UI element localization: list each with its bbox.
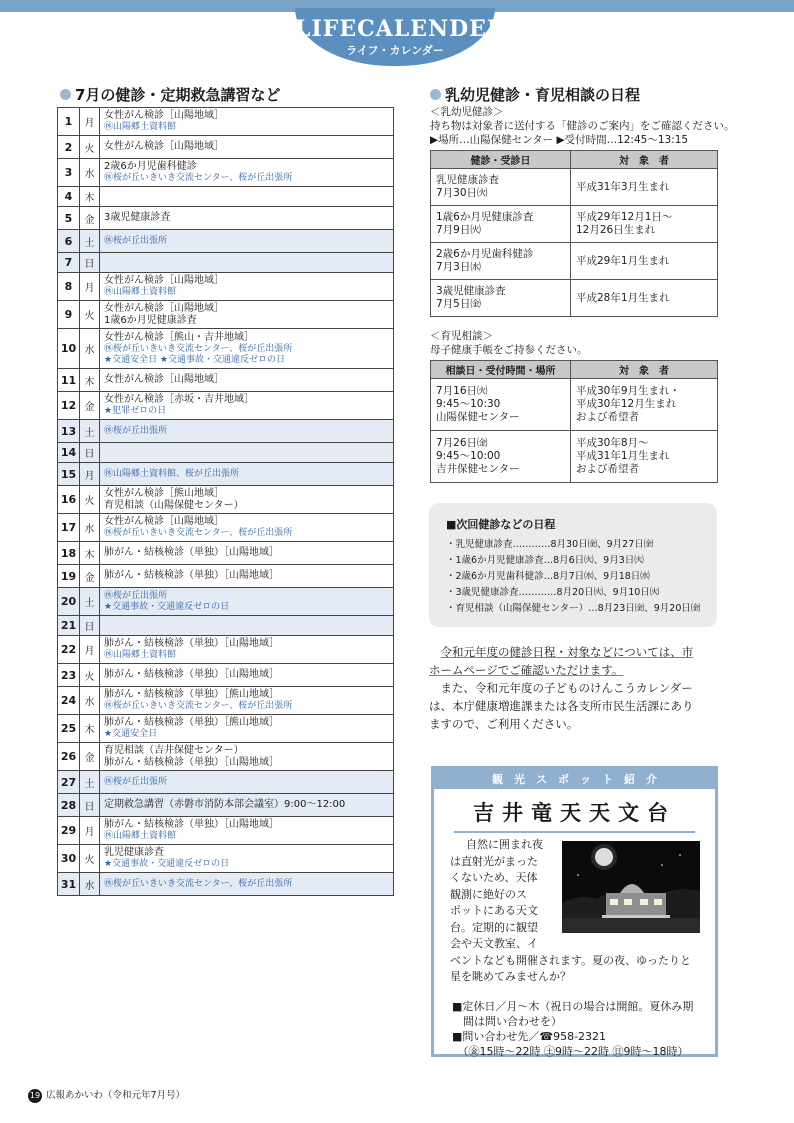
- target-line: および希望者: [576, 463, 639, 475]
- closure-or-notice: ★交通事故・交通違反ゼロの日: [104, 601, 230, 612]
- calendar-day: 13: [58, 420, 80, 443]
- infant-row: [431, 206, 718, 243]
- header-subtitle: ライフ・カレンダー: [346, 44, 444, 57]
- calendar-row: [58, 159, 394, 187]
- event-text: 女性がん検診［山陽地域］: [104, 302, 224, 314]
- calendar-day: 15: [58, 463, 80, 486]
- closure-or-notice: ㊡桜が丘出張所: [104, 776, 168, 787]
- infant-row: [431, 280, 718, 317]
- event-text: 3歳児健康診査: [104, 212, 171, 223]
- band-char: 光: [514, 773, 525, 786]
- consult-info-line: 7月16日㈫: [436, 385, 488, 397]
- calendar-weekday: 月: [80, 817, 100, 845]
- spot-title: 吉井竜天天文台: [473, 801, 676, 825]
- calendar-weekday: 木: [80, 542, 100, 565]
- header-tab: [295, 8, 507, 66]
- calendar-day: 17: [58, 514, 80, 542]
- infant-cell-date: [431, 280, 571, 317]
- calendar-row: [58, 873, 394, 896]
- closure-or-notice: ㊡桜が丘出張所: [104, 425, 168, 436]
- calendar-day: 7: [58, 253, 80, 273]
- consult-cell-info: [431, 379, 571, 431]
- closure-or-notice: ★犯罪ゼロの日: [104, 406, 167, 416]
- spot-description-line: 観測に絶好のス: [450, 887, 527, 901]
- calendar-weekday: 日: [80, 794, 100, 817]
- calendar-table: [57, 107, 394, 896]
- band-char: 観: [492, 773, 503, 786]
- calendar-row: [58, 230, 394, 253]
- calendar-day: 16: [58, 486, 80, 514]
- calendar-weekday: 金: [80, 743, 100, 771]
- calendar-events: [100, 230, 394, 253]
- infant-place-time: ▶場所…山陽保健センター ▶受付時間…12:45～13:15: [430, 134, 689, 146]
- closure-or-notice: ㊡桜が丘いきいき交流センター、桜が丘出張所: [104, 701, 293, 711]
- calendar-row: [58, 794, 394, 817]
- calendar-events: [100, 588, 394, 616]
- closure-or-notice: ㊡山陽郷土資料館: [104, 650, 177, 660]
- schedule-item: ・3歳児健康診査…………8月20日㈫、9月10日㈫: [446, 587, 660, 598]
- calendar-row: [58, 329, 394, 369]
- calendar-events: [100, 392, 394, 420]
- calendar-row: [58, 636, 394, 664]
- homepage-note-line2: ホームページでご確認いただけます。: [429, 663, 624, 677]
- calendar-weekday: 水: [80, 687, 100, 715]
- tourist-spot-box: [431, 766, 718, 1057]
- calendar-weekday: 火: [80, 136, 100, 159]
- calendar-row: [58, 443, 394, 463]
- right-section-heading: 乳幼児健診・育児相談の日程: [430, 84, 640, 105]
- spot-description: [450, 837, 691, 986]
- calendar-day: 14: [58, 443, 80, 463]
- exam-date: 7月30日㈫: [436, 187, 488, 199]
- calendar-day: 9: [58, 301, 80, 329]
- event-text: 肺がん・結核検診（単独）［山陽地域］: [104, 669, 279, 680]
- calendar-weekday: 火: [80, 301, 100, 329]
- infant-cell-date: [431, 243, 571, 280]
- calendar-events: [100, 329, 394, 369]
- calendar-day: 6: [58, 230, 80, 253]
- consult-label: ＜育児相談＞: [430, 330, 493, 342]
- calendar-events: [100, 369, 394, 392]
- calendar-events: [100, 253, 394, 273]
- consult-header-info: 相談日・受付時間・場所: [431, 361, 571, 379]
- exam-name: 乳児健康診査: [436, 174, 499, 186]
- closure-or-notice: ㊡山陽郷土資料館: [104, 122, 177, 132]
- calendar-events: [100, 565, 394, 588]
- closure-or-notice: ★交通事故・交通違反ゼロの日: [104, 859, 230, 869]
- bullet-icon: [60, 89, 71, 100]
- calendar-weekday: 水: [80, 873, 100, 896]
- header-title: LIFECALENDER: [295, 16, 507, 42]
- calendar-row: [58, 108, 394, 136]
- calendar-weekday: 火: [80, 664, 100, 687]
- schedule-item: ・乳児健康診査…………8月30日㈮、9月27日㈮: [446, 539, 654, 550]
- calendar-events: [100, 687, 394, 715]
- schedule-item: ・1歳6か月児健康診査…8月6日㈫、9月3日㈫: [446, 555, 644, 566]
- exam-name: 3歳児健康診査: [436, 285, 506, 297]
- target-line: 平成29年12月1日～: [576, 211, 673, 223]
- calendar-row: [58, 420, 394, 443]
- infant-cell-date: [431, 206, 571, 243]
- consult-row: [431, 379, 718, 431]
- calendar-day: 8: [58, 273, 80, 301]
- calendar-row: [58, 392, 394, 420]
- calendar-note-line2: は、本庁健康増進課または各支所市民生活課にあり: [429, 699, 694, 713]
- target-line: 平成31年3月生まれ: [576, 180, 670, 193]
- calendar-day: 19: [58, 565, 80, 588]
- event-text: 肺がん・結核検診（単独）［山陽地域］: [104, 570, 279, 581]
- exam-date: 7月9日㈫: [436, 224, 481, 236]
- calendar-row: [58, 743, 394, 771]
- next-schedule-box: [429, 503, 717, 627]
- calendar-weekday: 月: [80, 273, 100, 301]
- calendar-row: [58, 463, 394, 486]
- closure-or-notice: ㊡山陽郷土資料館: [104, 287, 177, 297]
- calendar-events: [100, 187, 394, 207]
- calendar-weekday: 金: [80, 565, 100, 588]
- calendar-day: 5: [58, 207, 80, 230]
- calendar-events: [100, 715, 394, 743]
- calendar-day: 21: [58, 616, 80, 636]
- calendar-events: [100, 443, 394, 463]
- calendar-weekday: 木: [80, 715, 100, 743]
- band-char: 紹: [624, 773, 635, 786]
- calendar-row: [58, 771, 394, 794]
- spot-description-line: は直射光がまった: [450, 854, 538, 868]
- event-text: 女性がん検診［熊山・吉井地域］: [104, 331, 254, 343]
- calendar-day: 11: [58, 369, 80, 392]
- event-text: 女性がん検診［山陽地域］: [104, 275, 224, 286]
- spot-info-line: （㊎15時～22時 ㊏9時～22時 ㊐9時～18時）: [452, 1045, 689, 1058]
- calendar-events: [100, 636, 394, 664]
- closure-or-notice: ㊡桜が丘いきいき交流センター、桜が丘出張所: [104, 878, 293, 889]
- spot-description-line: 台。定期的に観望: [450, 920, 538, 934]
- calendar-weekday: 火: [80, 845, 100, 873]
- calendar-row: [58, 565, 394, 588]
- target-line: 平成30年9月生まれ・: [576, 385, 681, 397]
- calendar-weekday: 土: [80, 588, 100, 616]
- event-text: 肺がん・結核検診（単独）［山陽地域］: [104, 547, 279, 558]
- target-line: 12月26日生まれ: [576, 224, 656, 236]
- spot-description-line: ポットにある天文: [450, 904, 538, 917]
- spot-info: [452, 999, 693, 1059]
- calendar-row: [58, 486, 394, 514]
- calendar-row: [58, 542, 394, 565]
- publication-name: 広報あかいわ（令和元年7月号）: [46, 1090, 186, 1101]
- event-text: 1歳6か月児健康診査: [104, 314, 197, 326]
- infant-cell-target: [571, 206, 718, 243]
- band-char: ト: [602, 773, 613, 786]
- calendar-day: 18: [58, 542, 80, 565]
- calendar-weekday: 月: [80, 636, 100, 664]
- calendar-events: [100, 873, 394, 896]
- spot-description-line: ベントなども開催されます。夏の夜、ゆったりと: [450, 953, 692, 967]
- closure-or-notice: ㊡桜が丘いきいき交流センター、桜が丘出張所: [104, 343, 293, 354]
- calendar-weekday: 水: [80, 514, 100, 542]
- calendar-row: [58, 715, 394, 743]
- event-text: 女性がん検診［山陽地域］: [104, 374, 224, 385]
- schedule-item: ・2歳6か月児歯科健診…8月7日㈬、9月18日㈬: [446, 571, 650, 582]
- footer: [28, 1087, 185, 1103]
- left-section-heading: 7月の健診・定期救急講習など: [60, 84, 280, 105]
- calendar-events: [100, 136, 394, 159]
- calendar-weekday: 土: [80, 420, 100, 443]
- spot-description-line: 星を眺めてみませんか？: [450, 970, 571, 983]
- page-number: 19: [28, 1089, 42, 1103]
- infant-cell-target: [571, 243, 718, 280]
- event-text: 定期救急講習（赤磐市消防本部会議室）9:00～12:00: [104, 799, 346, 810]
- homepage-note-line1: 令和元年度の健診日程・対象などについては、市: [440, 645, 694, 659]
- calendar-weekday: 金: [80, 392, 100, 420]
- exam-name: 2歳6か月児歯科健診: [436, 248, 534, 260]
- event-text: 女性がん検診［山陽地域］: [104, 516, 224, 527]
- calendar-day: 1: [58, 108, 80, 136]
- event-text: 女性がん検診［山陽地域］: [104, 141, 224, 152]
- calendar-row: [58, 514, 394, 542]
- calendar-day: 31: [58, 873, 80, 896]
- calendar-day: 26: [58, 743, 80, 771]
- schedule-item: ・育児相談（山陽保健センター）…8月23日㈮、9月20日㈮: [446, 603, 701, 614]
- consult-cell-target: [571, 431, 718, 483]
- band-char: ス: [536, 773, 547, 786]
- target-line: 平成29年1月生まれ: [576, 254, 670, 267]
- calendar-events: [100, 616, 394, 636]
- calendar-events: [100, 817, 394, 845]
- calendar-events: [100, 664, 394, 687]
- infant-row: [431, 169, 718, 206]
- calendar-weekday: 日: [80, 616, 100, 636]
- calendar-events: [100, 463, 394, 486]
- calendar-day: 30: [58, 845, 80, 873]
- calendar-weekday: 木: [80, 187, 100, 207]
- calendar-day: 2: [58, 136, 80, 159]
- calendar-day: 12: [58, 392, 80, 420]
- calendar-day: 28: [58, 794, 80, 817]
- calendar-row: [58, 845, 394, 873]
- calendar-row: [58, 273, 394, 301]
- event-text: 女性がん検診［赤坂・吉井地域］: [104, 394, 254, 405]
- calendar-row: [58, 253, 394, 273]
- calendar-row: [58, 207, 394, 230]
- infant-cell-date: [431, 169, 571, 206]
- band-char: 介: [646, 773, 657, 786]
- next-schedule-title: ■次回健診などの日程: [446, 518, 556, 531]
- calendar-events: [100, 794, 394, 817]
- closure-or-notice: ★交通安全日: [104, 729, 158, 739]
- bullet-icon: [430, 89, 441, 100]
- target-line: 平成30年12月生まれ: [576, 398, 677, 410]
- infant-cell-target: [571, 169, 718, 206]
- exam-date: 7月3日㈬: [436, 261, 481, 273]
- band-char: ッ: [580, 773, 591, 786]
- calendar-weekday: 火: [80, 486, 100, 514]
- infant-label: ＜乳幼児健診＞: [430, 106, 504, 118]
- calendar-weekday: 木: [80, 369, 100, 392]
- infant-header-date: 健診・受診日: [431, 151, 571, 169]
- exam-name: 1歳6か月児健康診査: [436, 211, 534, 223]
- calendar-weekday: 水: [80, 159, 100, 187]
- calendar-row: [58, 369, 394, 392]
- calendar-row: [58, 616, 394, 636]
- consult-info-line: 山陽保健センター: [436, 411, 520, 423]
- calendar-row: [58, 301, 394, 329]
- calendar-day: 20: [58, 588, 80, 616]
- spot-info-line: 間は問い合わせを）: [452, 1015, 562, 1028]
- consult-table: [430, 360, 718, 483]
- consult-cell-target: [571, 379, 718, 431]
- calendar-row: [58, 588, 394, 616]
- event-text: 肺がん・結核検診（単独）［山陽地域］: [104, 819, 279, 830]
- event-text: 女性がん検診［山陽地域］: [104, 110, 224, 121]
- calendar-events: [100, 301, 394, 329]
- consult-info-line: 9:45～10:30: [436, 398, 501, 410]
- calendar-events: [100, 514, 394, 542]
- calendar-weekday: 土: [80, 230, 100, 253]
- infant-cell-target: [571, 280, 718, 317]
- calendar-weekday: 月: [80, 463, 100, 486]
- event-text: 2歳6か月児歯科健診: [104, 161, 197, 172]
- calendar-events: [100, 845, 394, 873]
- calendar-weekday: 日: [80, 253, 100, 273]
- infant-header-target: 対 象 者: [571, 151, 718, 169]
- calendar-events: [100, 273, 394, 301]
- title-underline: [454, 831, 695, 833]
- event-text: 肺がん・結核検診（単独）［山陽地域］: [104, 638, 279, 649]
- event-text: 女性がん検診［熊山地域］: [104, 487, 224, 499]
- calendar-events: [100, 207, 394, 230]
- spot-description-line: 自然に囲まれ夜: [466, 838, 543, 851]
- closure-or-notice: ㊡桜が丘いきいき交流センター、桜が丘出張所: [104, 528, 293, 538]
- closure-or-notice: ㊡桜が丘いきいき交流センター、桜が丘出張所: [104, 173, 293, 183]
- spot-info-line: ■定休日／月～木（祝日の場合は開館。夏休み期: [452, 1000, 694, 1013]
- calendar-day: 10: [58, 329, 80, 369]
- calendar-weekday: 水: [80, 329, 100, 369]
- event-text: 肺がん・結核検診（単独）［山陽地域］: [104, 756, 279, 768]
- event-text: 肺がん・結核検診（単独）［熊山地域］: [104, 689, 279, 700]
- consult-cell-info: [431, 431, 571, 483]
- infant-table: [430, 150, 718, 317]
- consult-row: [431, 431, 718, 483]
- event-text: 育児相談（山陽保健センター）: [104, 499, 244, 511]
- calendar-row: [58, 817, 394, 845]
- event-text: 育児相談（吉井保健センター）: [104, 744, 244, 756]
- consult-info-line: 吉井保健センター: [436, 463, 520, 475]
- exam-date: 7月5日㈮: [436, 298, 481, 310]
- spot-info-line: ■問い合わせ先／☎958-2321: [452, 1030, 607, 1043]
- infant-row: [431, 243, 718, 280]
- target-line: および希望者: [576, 411, 639, 423]
- calendar-events: [100, 486, 394, 514]
- closure-or-notice: ㊡桜が丘出張所: [104, 235, 168, 246]
- calendar-row: [58, 664, 394, 687]
- closure-or-notice: ㊡桜が丘出張所: [104, 590, 168, 601]
- target-line: 平成28年1月生まれ: [576, 291, 670, 304]
- calendar-day: 29: [58, 817, 80, 845]
- calendar-day: 24: [58, 687, 80, 715]
- target-line: 平成30年8月～: [576, 437, 649, 449]
- closure-or-notice: ㊡山陽郷土資料館、桜が丘出張所: [104, 468, 240, 479]
- calendar-row: [58, 136, 394, 159]
- spot-description-line: くないため、天体: [450, 871, 538, 884]
- calendar-weekday: 土: [80, 771, 100, 794]
- band-char: ポ: [558, 773, 569, 786]
- consult-note: 母子健康手帳をご持参ください。: [430, 344, 588, 356]
- calendar-day: 22: [58, 636, 80, 664]
- calendar-events: [100, 159, 394, 187]
- infant-note: 持ち物は対象者に送付する「健診のご案内」をご確認ください。: [430, 120, 735, 132]
- calendar-day: 27: [58, 771, 80, 794]
- calendar-row: [58, 187, 394, 207]
- calendar-weekday: 月: [80, 108, 100, 136]
- consult-info-line: 7月26日㈮: [436, 437, 488, 449]
- calendar-events: [100, 743, 394, 771]
- calendar-note-line3: ますので、ご利用ください。: [429, 717, 579, 731]
- closure-or-notice: ㊡山陽郷土資料館: [104, 831, 177, 841]
- calendar-events: [100, 542, 394, 565]
- calendar-day: 25: [58, 715, 80, 743]
- event-text: 肺がん・結核検診（単独）［熊山地域］: [104, 717, 279, 728]
- calendar-events: [100, 108, 394, 136]
- consult-header-target: 対 象 者: [571, 361, 718, 379]
- calendar-day: 3: [58, 159, 80, 187]
- closure-or-notice: ★交通安全日 ★交通事故・交通違反ゼロの日: [104, 354, 285, 365]
- calendar-note-line1: また、令和元年度の子どものけんこうカレンダー: [440, 681, 693, 695]
- calendar-events: [100, 420, 394, 443]
- calendar-events: [100, 771, 394, 794]
- spot-description-line: 会や天文教室、イ: [450, 937, 538, 950]
- calendar-weekday: 金: [80, 207, 100, 230]
- calendar-weekday: 日: [80, 443, 100, 463]
- event-text: 乳児健康診査: [104, 847, 164, 858]
- calendar-day: 23: [58, 664, 80, 687]
- target-line: 平成31年1月生まれ: [576, 450, 670, 462]
- tourist-spot-band: [434, 769, 715, 789]
- consult-info-line: 9:45～10:00: [436, 450, 501, 462]
- calendar-row: [58, 687, 394, 715]
- fiscal-year-note: [429, 643, 721, 733]
- calendar-day: 4: [58, 187, 80, 207]
